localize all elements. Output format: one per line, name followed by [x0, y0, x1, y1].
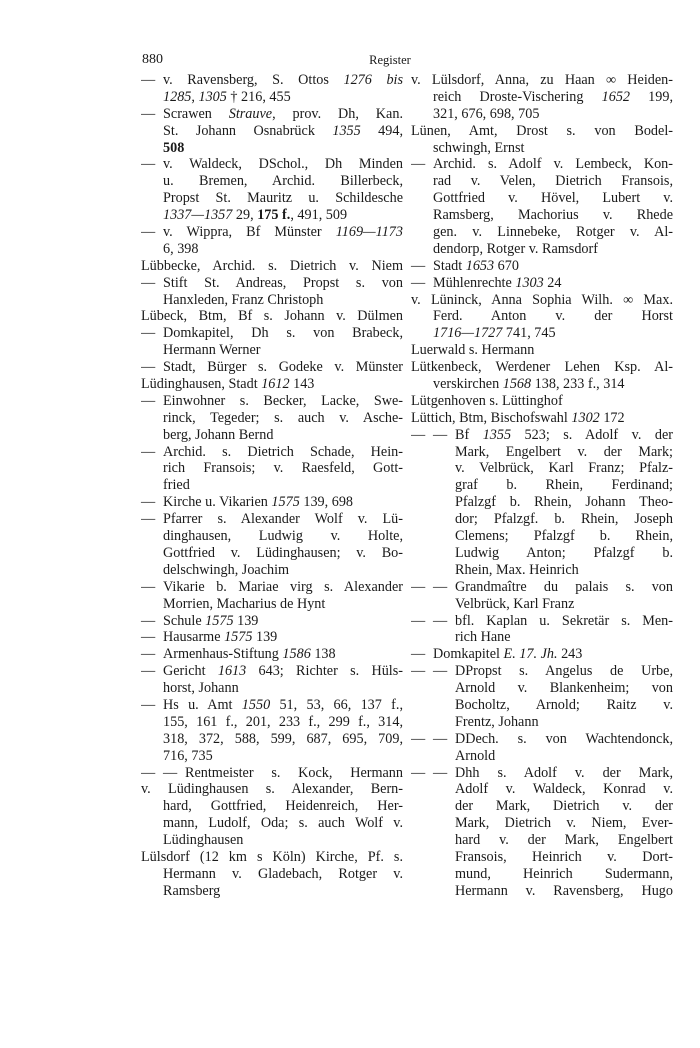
- dash-marker: —: [141, 511, 156, 528]
- entry-text: graf b. Rhein, Ferdinand;: [455, 477, 673, 494]
- register-entry: [411, 646, 673, 663]
- register-entry: [411, 275, 673, 292]
- entry-line: [141, 359, 403, 376]
- register-entry: [411, 393, 673, 410]
- register-entry: [411, 579, 673, 613]
- register-entry: [141, 697, 403, 765]
- register-entry: [411, 72, 673, 123]
- entry-line: [411, 511, 673, 528]
- entry-line: [141, 680, 403, 697]
- entry-line: [411, 173, 673, 190]
- register-entry: [411, 663, 673, 731]
- entry-text: Lüdinghausen: [163, 832, 244, 849]
- entry-line: [411, 613, 673, 630]
- dash-marker: —: [141, 646, 156, 663]
- entry-text: Hausarme 1575 139: [163, 629, 278, 646]
- register-entry: [141, 613, 403, 630]
- entry-text: Hanxleden, Franz Christoph: [163, 291, 324, 308]
- entry-text: Stadt 1653 670: [433, 257, 519, 274]
- entry-text: Domkapitel E. 17. Jh. 243: [433, 646, 583, 663]
- register-entry: [411, 258, 673, 275]
- entry-line: [411, 89, 673, 106]
- entry-line: [411, 359, 673, 376]
- running-head: Register: [369, 53, 411, 67]
- entry-line: [411, 494, 673, 511]
- entry-text: u. Bremen, Archid. Billerbeck,: [163, 173, 403, 190]
- register-entry: [141, 156, 403, 224]
- entry-line: [141, 714, 403, 731]
- dash-marker: —: [141, 629, 156, 646]
- entry-text: berg, Johann Bernd: [163, 426, 274, 443]
- register-entry: [141, 325, 403, 359]
- entry-text: Archid. s. Adolf v. Lembeck, Kon-: [433, 156, 673, 173]
- entry-text: gen. v. Linnebeke, Rotger v. Al-: [433, 224, 673, 241]
- entry-text: 716, 735: [163, 747, 213, 764]
- entry-text: Gottfried v. Hövel, Lubert v.: [433, 190, 673, 207]
- dash-marker: —: [411, 612, 426, 629]
- entry-line: [411, 460, 673, 477]
- entry-text: DDech. s. von Wachtendonck,: [455, 730, 673, 747]
- entry-text: Lübbecke, Archid. s. Dietrich v. Niem: [141, 257, 403, 274]
- entry-text: Hs u. Amt 1550 51, 53, 66, 137 f.,: [163, 696, 403, 713]
- entry-line: [141, 866, 403, 883]
- entry-line: [411, 123, 673, 140]
- entry-line: [411, 832, 673, 849]
- entry-line: [411, 697, 673, 714]
- dash-marker: —: [141, 494, 156, 511]
- dash-marker: —: [141, 359, 156, 376]
- dash-marker: —: [433, 730, 448, 747]
- entry-line: [411, 883, 673, 900]
- entry-text: Hermann Werner: [163, 342, 261, 359]
- register-entry: [141, 308, 403, 325]
- entry-text: Bocholtz, Arnold; Raitz v.: [455, 696, 673, 713]
- dash-marker: —: [411, 764, 426, 781]
- entry-line: [141, 241, 403, 258]
- register-entry: [141, 629, 403, 646]
- register-entry: [141, 765, 403, 782]
- entry-text: Archid. s. Dietrich Schade, Hein-: [163, 443, 403, 460]
- entry-line: [411, 72, 673, 89]
- entry-line: [141, 832, 403, 849]
- entry-line: [411, 393, 673, 410]
- entry-text: mund, Heinrich Sudermann,: [455, 865, 673, 882]
- dash-marker: —: [141, 764, 156, 781]
- entry-text: 1716—1727 741, 745: [433, 325, 556, 342]
- entry-line: [141, 325, 403, 342]
- dash-marker: —: [141, 72, 156, 88]
- entry-line: [411, 190, 673, 207]
- entry-text: dor; Pfalzgf. b. Rhein, Joseph: [455, 511, 673, 528]
- entry-text: dendorp, Rotger v. Ramsdorf: [433, 240, 598, 257]
- entry-line: [141, 815, 403, 832]
- entry-text: verskirchen 1568 138, 233 f., 314: [433, 376, 625, 393]
- entry-line: [141, 579, 403, 596]
- entry-text: v. Ravensberg, S. Ottos 1276 bis: [163, 72, 403, 88]
- entry-text: v. Lüdinghausen s. Alexander, Bern-: [141, 781, 403, 798]
- entry-text: Luerwald s. Hermann: [411, 342, 535, 359]
- entry-line: [141, 156, 403, 173]
- entry-text: Armenhaus-Stiftung 1586 138: [163, 646, 336, 663]
- dash-marker: —: [141, 663, 156, 680]
- dash-marker: —: [141, 325, 156, 342]
- entry-line: [411, 579, 673, 596]
- entry-line: [411, 308, 673, 325]
- entry-line: [141, 477, 403, 494]
- entry-line: [411, 562, 673, 579]
- entry-text: St. Johann Osnabrück 1355 494,: [163, 122, 403, 139]
- entry-line: [411, 444, 673, 461]
- entry-line: [411, 241, 673, 258]
- entry-text: Stift St. Andreas, Propst s. von: [163, 274, 403, 291]
- entry-text: Scrawen Strauve, prov. Dh, Kan.: [163, 105, 403, 122]
- entry-text: 318, 372, 588, 599, 687, 695, 709,: [163, 730, 403, 747]
- dash-marker: —: [411, 578, 426, 595]
- entry-line: [141, 562, 403, 579]
- entry-text: bfl. Kaplan u. Sekretär s. Men-: [455, 612, 673, 629]
- entry-text: 6, 398: [163, 240, 199, 257]
- register-column-right: [411, 72, 673, 900]
- entry-text: Lüttich, Btm, Bischofswahl 1302 172: [411, 409, 625, 426]
- entry-text: Ferd. Anton v. der Horst: [433, 308, 673, 325]
- entry-line: [411, 680, 673, 697]
- entry-text: rich Hane: [455, 629, 511, 646]
- entry-text: Clemens; Pfalzgf b. Rhein,: [455, 528, 673, 545]
- entry-line: [141, 697, 403, 714]
- entry-line: [141, 444, 403, 461]
- dash-marker: —: [433, 426, 448, 443]
- entry-text: Lübeck, Btm, Bf s. Johann v. Dülmen: [141, 308, 403, 325]
- entry-line: [141, 528, 403, 545]
- entry-line: [141, 173, 403, 190]
- entry-line: [411, 258, 673, 275]
- entry-line: [141, 849, 403, 866]
- entry-line: [411, 106, 673, 123]
- dash-marker: —: [411, 646, 426, 663]
- entry-line: [411, 207, 673, 224]
- entry-text: Bf 1355 523; s. Adolf v. der: [455, 426, 673, 443]
- page-number: 880: [142, 52, 163, 67]
- entry-line: [411, 646, 673, 663]
- entry-line: [141, 342, 403, 359]
- entry-text: Mark, Dietrich v. Niem, Ever-: [455, 815, 673, 832]
- entry-line: [141, 410, 403, 427]
- entry-line: [141, 190, 403, 207]
- entry-text: reich Droste-Vischering 1652 199,: [433, 88, 673, 105]
- entry-line: [141, 629, 403, 646]
- entry-line: [411, 596, 673, 613]
- entry-text: Lütkenbeck, Werdener Lehen Ksp. Al-: [411, 359, 673, 376]
- register-entry: [141, 376, 403, 393]
- entry-line: [411, 714, 673, 731]
- entry-text: v. Lüninck, Anna Sophia Wilh. ∞ Max.: [411, 291, 673, 308]
- dash-marker: —: [411, 274, 426, 291]
- entry-text: Morrien, Macharius de Hynt: [163, 595, 326, 612]
- entry-line: [411, 629, 673, 646]
- entry-text: Gericht 1613 643; Richter s. Hüls-: [163, 663, 403, 680]
- entry-text: Vikarie b. Mariae virg s. Alexander: [163, 578, 403, 595]
- entry-line: [141, 427, 403, 444]
- entry-line: [411, 427, 673, 444]
- entry-line: [411, 781, 673, 798]
- entry-line: [411, 765, 673, 782]
- register-entry: [141, 224, 403, 258]
- entry-line: [411, 545, 673, 562]
- register-entry: [141, 663, 403, 697]
- entry-text: Schule 1575 139: [163, 612, 259, 629]
- register-entry: [141, 511, 403, 579]
- dash-marker: —: [141, 612, 156, 629]
- entry-text: Stadt, Bürger s. Godeke v. Münster: [163, 359, 403, 376]
- entry-line: [141, 545, 403, 562]
- entry-line: [411, 140, 673, 157]
- entry-text: Mühlenrechte 1303 24: [433, 274, 562, 291]
- entry-text: Mark, Engelbert v. der Mark;: [455, 443, 673, 460]
- register-entry: [141, 359, 403, 376]
- entry-text: 508: [163, 139, 185, 156]
- entry-text: v. Waldeck, DSchol., Dh Minden: [163, 156, 403, 173]
- dash-marker: —: [411, 730, 426, 747]
- entry-line: [141, 376, 403, 393]
- entry-text: Arnold v. Blankenheim; von: [455, 680, 673, 697]
- entry-line: [141, 613, 403, 630]
- entry-text: 155, 161 f., 201, 233 f., 299 f., 314,: [163, 713, 403, 730]
- entry-line: [411, 748, 673, 765]
- entry-line: [411, 275, 673, 292]
- entry-text: Hermann v. Gladebach, Rotger v.: [163, 865, 403, 882]
- entry-line: [411, 849, 673, 866]
- entry-line: [141, 781, 403, 798]
- entry-line: [141, 646, 403, 663]
- register-entry: [411, 342, 673, 359]
- entry-text: fried: [163, 477, 190, 494]
- entry-text: Lüdinghausen, Stadt 1612 143: [141, 376, 315, 393]
- entry-line: [411, 376, 673, 393]
- entry-text: Domkapitel, Dh s. von Brabeck,: [163, 325, 403, 342]
- register-entry: [141, 849, 403, 900]
- dash-marker: —: [411, 156, 426, 173]
- entry-line: [141, 140, 403, 157]
- entry-text: Kirche u. Vikarien 1575 139, 698: [163, 494, 353, 511]
- entry-text: der Mark, Dietrich v. der: [455, 798, 673, 815]
- entry-line: [411, 798, 673, 815]
- register-entry: [411, 292, 673, 343]
- entry-text: 1285, 1305 † 216, 455: [163, 88, 291, 105]
- entry-line: [141, 460, 403, 477]
- entry-line: [141, 106, 403, 123]
- register-entry: [141, 444, 403, 495]
- entry-line: [141, 275, 403, 292]
- register-entry: [141, 106, 403, 157]
- register-entry: [411, 731, 673, 765]
- entry-line: [141, 883, 403, 900]
- entry-line: [411, 224, 673, 241]
- register-entry: [411, 765, 673, 900]
- entry-line: [141, 89, 403, 106]
- entry-line: [411, 663, 673, 680]
- entry-text: horst, Johann: [163, 680, 239, 697]
- register-entry: [141, 275, 403, 309]
- entry-line: [141, 765, 403, 782]
- dash-marker: —: [433, 663, 448, 680]
- entry-line: [141, 123, 403, 140]
- register-entry: [411, 613, 673, 647]
- entry-text: DPropst s. Angelus de Urbe,: [455, 663, 673, 680]
- dash-marker: —: [141, 578, 156, 595]
- entry-text: v. Lülsdorf, Anna, zu Haan ∞ Heiden-: [411, 72, 673, 88]
- register-entry: [411, 123, 673, 157]
- register-entry: [141, 781, 403, 849]
- register-entry: [411, 410, 673, 427]
- entry-line: [411, 528, 673, 545]
- entry-text: 1337—1357 29, 175 f., 491, 509: [163, 207, 348, 224]
- entry-text: rad v. Velen, Dietrich Fransois,: [433, 173, 673, 190]
- register-entry: [411, 359, 673, 393]
- entry-text: Dhh s. Adolf v. der Mark,: [455, 764, 673, 781]
- register-entry: [411, 156, 673, 257]
- entry-text: Arnold: [455, 747, 496, 764]
- register-entry: [141, 72, 403, 106]
- entry-text: v. Wippra, Bf Münster 1169—1173: [163, 224, 403, 241]
- register-entry: [411, 427, 673, 579]
- entry-text: Pfalzgf b. Rhein, Johann Theo-: [455, 494, 673, 511]
- dash-marker: —: [141, 274, 156, 291]
- dash-marker: —: [141, 443, 156, 460]
- entry-text: Ramsberg: [163, 882, 221, 899]
- dash-marker: —: [141, 224, 156, 241]
- dash-marker: —: [433, 764, 448, 781]
- entry-line: [411, 410, 673, 427]
- entry-line: [141, 292, 403, 309]
- entry-text: Hermann v. Ravensberg, Hugo: [455, 882, 673, 899]
- entry-line: [411, 156, 673, 173]
- entry-text: v. Velbrück, Karl Franz; Pfalz-: [455, 460, 673, 477]
- entry-line: [411, 815, 673, 832]
- entry-text: Lünen, Amt, Drost s. von Bodel-: [411, 122, 673, 139]
- entry-text: Lülsdorf (12 km s Köln) Kirche, Pf. s.: [141, 848, 403, 865]
- dash-marker: —: [163, 764, 178, 781]
- entry-text: hard, Gottfried, Heidenreich, Her-: [163, 798, 403, 815]
- entry-line: [141, 596, 403, 613]
- dash-marker: —: [411, 257, 426, 274]
- entry-text: Ramsberg, Machorius v. Rhede: [433, 207, 673, 224]
- dash-marker: —: [411, 426, 426, 443]
- entry-text: Einwohner s. Becker, Lacke, Swe-: [163, 392, 403, 409]
- register-entry: [141, 393, 403, 444]
- entry-text: Propst St. Mauritz u. Schildesche: [163, 190, 403, 207]
- entry-text: 321, 676, 698, 705: [433, 105, 540, 122]
- entry-text: dinghausen, Ludwig v. Holte,: [163, 528, 403, 545]
- dash-marker: —: [433, 612, 448, 629]
- entry-line: [411, 342, 673, 359]
- entry-line: [141, 798, 403, 815]
- entry-text: schwingh, Ernst: [433, 139, 525, 156]
- entry-line: [411, 292, 673, 309]
- entry-line: [141, 511, 403, 528]
- entry-line: [411, 731, 673, 748]
- entry-text: Fransois, Heinrich v. Dort-: [455, 848, 673, 865]
- entry-text: Lütgenhoven s. Lüttinghof: [411, 392, 563, 409]
- dash-marker: —: [141, 105, 156, 122]
- entry-line: [141, 731, 403, 748]
- entry-text: delschwingh, Joachim: [163, 561, 290, 578]
- entry-text: Gottfried v. Lüdinghausen; v. Bo-: [163, 544, 403, 561]
- entry-text: Adolf v. Waldeck, Konrad v.: [455, 781, 673, 798]
- entry-line: [141, 258, 403, 275]
- entry-line: [141, 393, 403, 410]
- register-entry: [141, 579, 403, 613]
- dash-marker: —: [141, 156, 156, 173]
- register-entry: [141, 646, 403, 663]
- entry-text: Pfarrer s. Alexander Wolf v. Lü-: [163, 511, 403, 528]
- entry-text: Frentz, Johann: [455, 713, 539, 730]
- dash-marker: —: [141, 392, 156, 409]
- entry-line: [141, 494, 403, 511]
- entry-text: Ludwig Anton; Pfalzgf b.: [455, 544, 673, 561]
- register-column-left: [141, 72, 403, 900]
- dash-marker: —: [433, 578, 448, 595]
- entry-text: Grandmaître du palais s. von: [455, 578, 673, 595]
- entry-line: [411, 477, 673, 494]
- entry-line: [141, 308, 403, 325]
- entry-line: [141, 224, 403, 241]
- entry-text: rich Fransois; v. Raesfeld, Gott-: [163, 460, 403, 477]
- entry-text: Rhein, Max. Heinrich: [455, 561, 579, 578]
- entry-line: [141, 72, 403, 89]
- entry-text: hard v. der Mark, Engelbert: [455, 832, 673, 849]
- entry-line: [141, 207, 403, 224]
- entry-line: [411, 866, 673, 883]
- register-entry: [141, 258, 403, 275]
- dash-marker: —: [411, 663, 426, 680]
- entry-text: Rentmeister s. Kock, Hermann: [185, 764, 403, 781]
- entry-text: rinck, Tegeder; s. auch v. Asche-: [163, 409, 403, 426]
- entry-text: mann, Ludolf, Oda; s. auch Wolf v.: [163, 815, 403, 832]
- register-entry: [141, 494, 403, 511]
- entry-text: Velbrück, Karl Franz: [455, 595, 575, 612]
- entry-line: [411, 325, 673, 342]
- entry-line: [141, 748, 403, 765]
- entry-line: [141, 663, 403, 680]
- dash-marker: —: [141, 696, 156, 713]
